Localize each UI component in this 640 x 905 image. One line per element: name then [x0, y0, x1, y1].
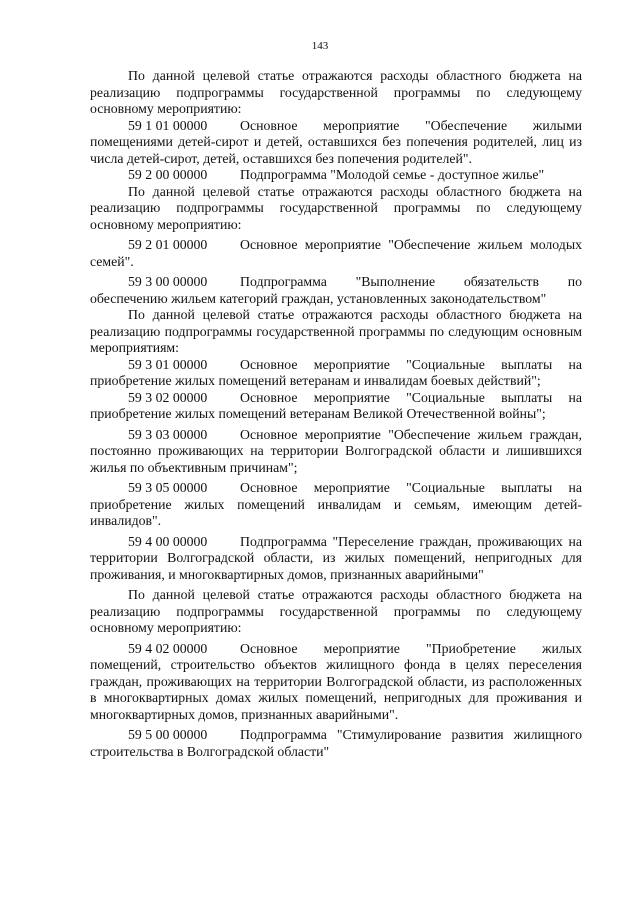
- paragraph: [90, 237, 582, 270]
- budget-code: 59 5 00 00000: [128, 727, 208, 742]
- document-body: [90, 68, 582, 760]
- budget-code: 59 2 01 00000: [128, 237, 208, 252]
- budget-code: 59 4 00 00000: [128, 533, 208, 549]
- paragraph-text: Подпрограмма "Выполнение обязательств по обеспечению жильем категорий граждан, установленных законодательством": [90, 274, 582, 306]
- paragraph: [90, 118, 582, 168]
- paragraph: [90, 357, 582, 390]
- paragraph: [90, 727, 582, 760]
- paragraph: [90, 184, 582, 234]
- budget-code: 59 2 00 00000: [128, 167, 208, 182]
- paragraph: [90, 274, 582, 307]
- paragraph: [90, 68, 582, 118]
- paragraph: [90, 167, 582, 184]
- paragraph-text: Основное мероприятие "Приобретение жилых помещений, строительство объектов жилищного фонда в целях переселения граждан, проживающих на территории Волгоградской области, из расположенных в многоквартирных домах жилых помещений, непригодных для проживания и многоквартирных домов, признанных аварийными".: [90, 640, 582, 722]
- paragraph-text: Подпрограмма "Переселение граждан, проживающих на территории Волгоградской области, из жилых помещений, непригодных для проживания, и многоквартирных домов, признанных аварийными": [90, 533, 582, 582]
- paragraph: [90, 427, 582, 477]
- budget-code: 59 3 03 00000: [128, 426, 208, 442]
- budget-code: 59 4 02 00000: [128, 640, 208, 656]
- paragraph-text: По данной целевой статье отражаются расходы областного бюджета на реализацию подпрограммы государственной программы по следующему основному мероприятию:: [90, 587, 582, 635]
- paragraph: [90, 480, 582, 530]
- budget-code: 59 3 05 00000: [128, 480, 208, 495]
- paragraph: [90, 587, 582, 637]
- paragraph-text: Подпрограмма "Молодой семье - доступное жилье": [240, 167, 545, 182]
- page-number: 143: [311, 40, 329, 52]
- paragraph-text: Основное мероприятие "Социальные выплаты на приобретение жилых помещений ветеранам Великой Отечественной войны";: [90, 389, 582, 421]
- paragraph-text: Основное мероприятие "Обеспечение жильем молодых семей".: [90, 237, 582, 269]
- paragraph-text: Основное мероприятие "Обеспечение жилыми помещениями детей-сирот и детей, оставшихся без попечения родителей, лиц из числа детей-сирот, детей, оставшихся без попечения родителей".: [90, 117, 582, 166]
- paragraph-text: Основное мероприятие "Социальные выплаты на приобретение жилых помещений инвалидам и семьям, имеющим детей-инвалидов".: [90, 480, 582, 528]
- paragraph: [90, 534, 582, 584]
- paragraph-text: Основное мероприятие "Обеспечение жильем граждан, постоянно проживающих на территории Волгоградской области и лишившихся жилья по объективным причинам";: [90, 426, 582, 475]
- budget-code: 59 1 01 00000: [128, 117, 208, 133]
- paragraph-text: Подпрограмма "Стимулирование развития жилищного строительства в Волгоградской области": [90, 727, 582, 759]
- budget-code: 59 3 01 00000: [128, 356, 208, 372]
- paragraph: [90, 390, 582, 423]
- paragraph: [90, 641, 582, 724]
- paragraph: [90, 307, 582, 357]
- paragraph-text: По данной целевой статье отражаются расходы областного бюджета на реализацию подпрограммы государственной программы по следующему основному мероприятию:: [90, 183, 582, 232]
- paragraph-text: Основное мероприятие "Социальные выплаты на приобретение жилых помещений ветеранам и инвалидам боевых действий";: [90, 356, 582, 388]
- paragraph-text: По данной целевой статье отражаются расходы областного бюджета на реализацию подпрограммы государственной программы по следующему основному мероприятию:: [90, 68, 582, 116]
- budget-code: 59 3 02 00000: [128, 389, 208, 405]
- budget-code: 59 3 00 00000: [128, 274, 208, 289]
- paragraph-text: По данной целевой статье отражаются расходы областного бюджета на реализацию подпрограммы государственной программы по следующим основным мероприятиям:: [90, 307, 582, 355]
